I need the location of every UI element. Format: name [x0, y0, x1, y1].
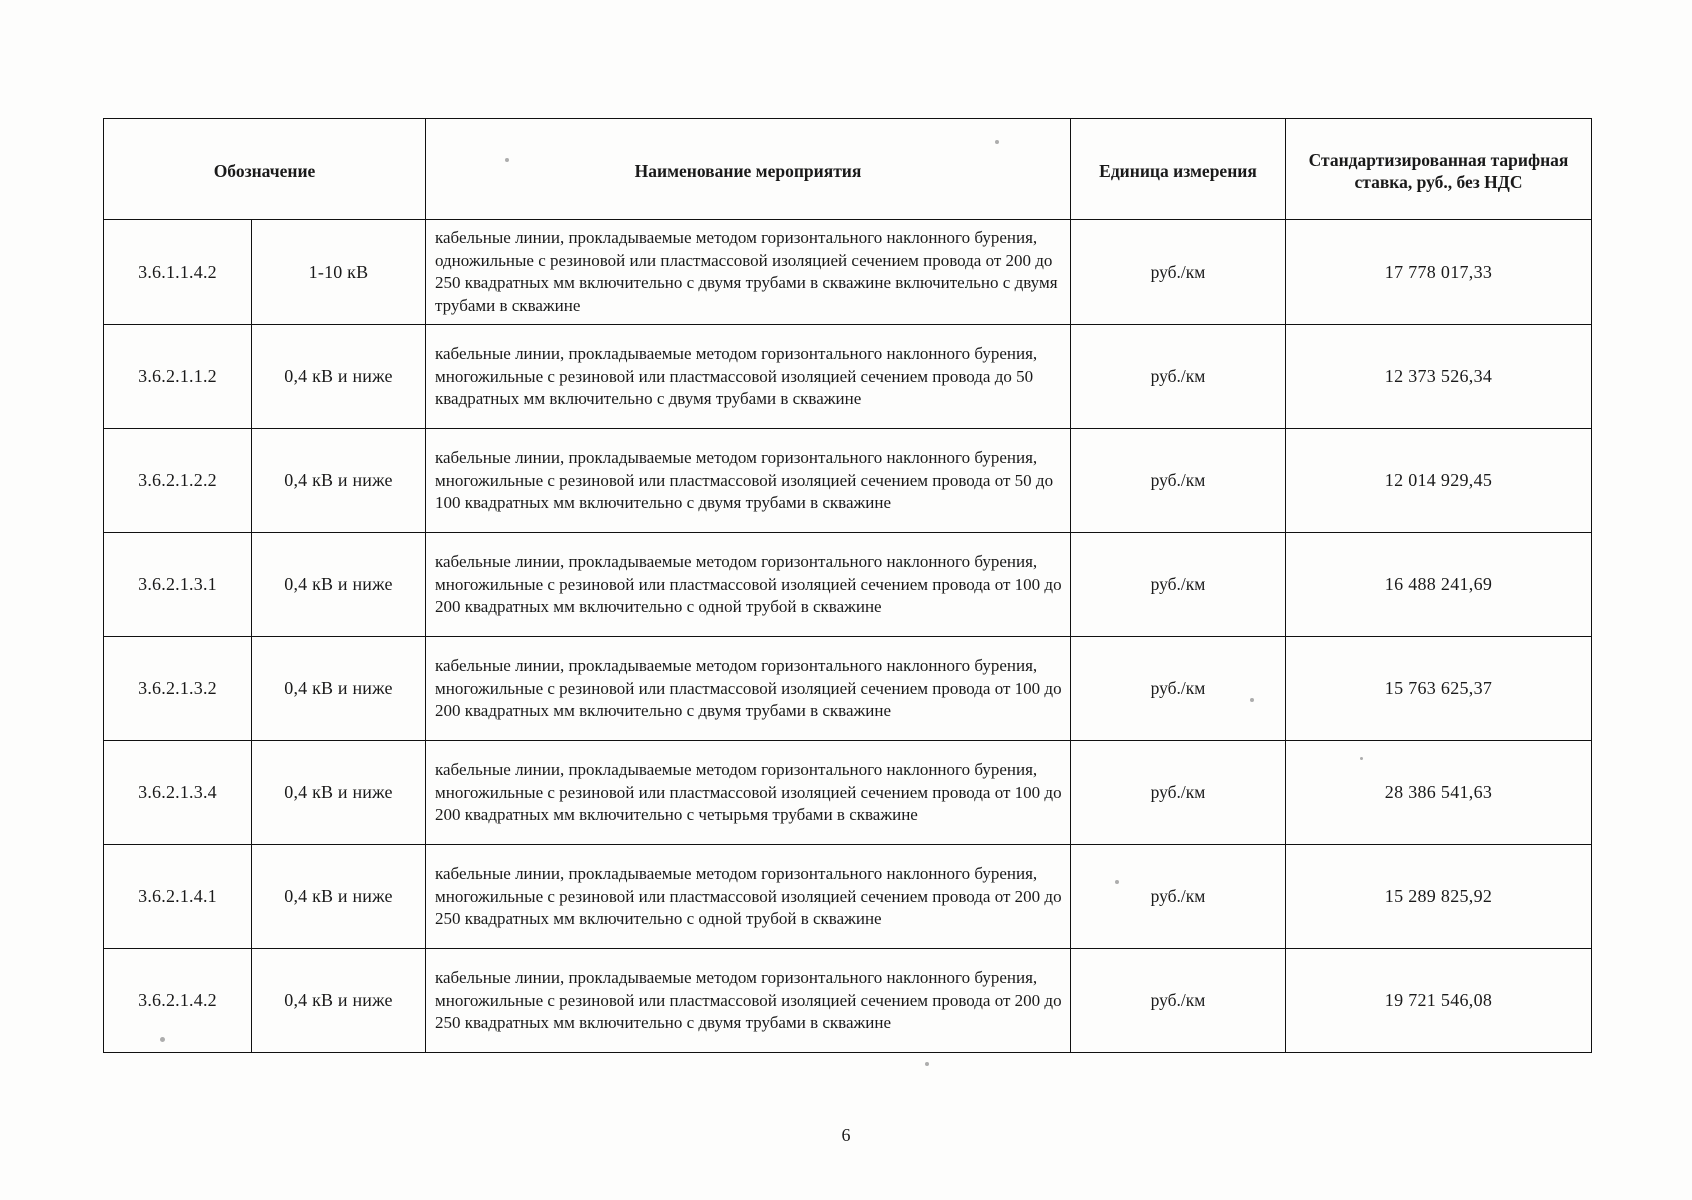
scan-speck	[505, 158, 509, 162]
cell-voltage: 0,4 кВ и ниже	[252, 429, 426, 533]
cell-name: кабельные линии, прокладываемые методом горизонтального наклонного бурения, многожильные с резиновой или пластмассовой изоляцией сечением провода от 200 до 250 квадратных мм включительно с одной трубой в скважине	[426, 845, 1071, 949]
cell-code: 3.6.1.1.4.2	[104, 220, 252, 325]
cell-name: кабельные линии, прокладываемые методом горизонтального наклонного бурения, одножильные с резиновой или пластмассовой изоляцией сечением провода от 200 до 250 квадратных мм включительно с двумя трубами в скважине включительно с двумя трубами в скважине	[426, 220, 1071, 325]
cell-rate: 12 373 526,34	[1286, 325, 1592, 429]
table-row	[104, 220, 1592, 325]
page-number: 6	[841, 1125, 851, 1145]
table-row	[104, 533, 1592, 637]
cell-rate: 19 721 546,08	[1286, 949, 1592, 1053]
scan-speck	[1115, 880, 1119, 884]
cell-name: кабельные линии, прокладываемые методом горизонтального наклонного бурения, многожильные с резиновой или пластмассовой изоляцией сечением провода от 100 до 200 квадратных мм включительно с двумя трубами в скважине	[426, 637, 1071, 741]
cell-voltage: 0,4 кВ и ниже	[252, 533, 426, 637]
cell-rate: 15 763 625,37	[1286, 637, 1592, 741]
cell-voltage: 0,4 кВ и ниже	[252, 637, 426, 741]
cell-code: 3.6.2.1.2.2	[104, 429, 252, 533]
cell-unit: руб./км	[1071, 949, 1286, 1053]
cell-code: 3.6.2.1.4.2	[104, 949, 252, 1053]
table-row	[104, 429, 1592, 533]
cell-rate: 16 488 241,69	[1286, 533, 1592, 637]
column-header-name: Наименование мероприятия	[426, 119, 1071, 220]
cell-name: кабельные линии, прокладываемые методом горизонтального наклонного бурения, многожильные с резиновой или пластмассовой изоляцией сечением провода от 50 до 100 квадратных мм включительно с двумя трубами в скважине	[426, 429, 1071, 533]
tariff-table	[103, 118, 1592, 1053]
scan-speck	[995, 140, 999, 144]
table-header	[104, 119, 1592, 220]
cell-unit: руб./км	[1071, 429, 1286, 533]
cell-code: 3.6.2.1.3.4	[104, 741, 252, 845]
cell-rate: 15 289 825,92	[1286, 845, 1592, 949]
cell-rate: 28 386 541,63	[1286, 741, 1592, 845]
cell-unit: руб./км	[1071, 637, 1286, 741]
column-header-code: Обозначение	[104, 119, 426, 220]
cell-voltage: 0,4 кВ и ниже	[252, 325, 426, 429]
cell-rate: 12 014 929,45	[1286, 429, 1592, 533]
scan-speck	[925, 1062, 929, 1066]
cell-code: 3.6.2.1.3.1	[104, 533, 252, 637]
column-header-rate: Стандартизированная тарифная ставка, руб., без НДС	[1286, 119, 1592, 220]
cell-name: кабельные линии, прокладываемые методом горизонтального наклонного бурения, многожильные с резиновой или пластмассовой изоляцией сечением провода от 100 до 200 квадратных мм включительно с одной трубой в скважине	[426, 533, 1071, 637]
cell-unit: руб./км	[1071, 533, 1286, 637]
table-body	[104, 220, 1592, 1053]
table-row	[104, 741, 1592, 845]
column-header-unit: Единица измерения	[1071, 119, 1286, 220]
cell-code: 3.6.2.1.3.2	[104, 637, 252, 741]
table-row	[104, 949, 1592, 1053]
cell-code: 3.6.2.1.4.1	[104, 845, 252, 949]
cell-voltage: 0,4 кВ и ниже	[252, 949, 426, 1053]
scan-speck	[1250, 698, 1254, 702]
table-row	[104, 325, 1592, 429]
scan-speck	[1360, 757, 1363, 760]
cell-unit: руб./км	[1071, 325, 1286, 429]
cell-rate: 17 778 017,33	[1286, 220, 1592, 325]
scan-speck	[160, 1037, 165, 1042]
cell-code: 3.6.2.1.1.2	[104, 325, 252, 429]
cell-voltage: 0,4 кВ и ниже	[252, 845, 426, 949]
cell-unit: руб./км	[1071, 741, 1286, 845]
cell-unit: руб./км	[1071, 845, 1286, 949]
cell-voltage: 0,4 кВ и ниже	[252, 741, 426, 845]
cell-name: кабельные линии, прокладываемые методом горизонтального наклонного бурения, многожильные с резиновой или пластмассовой изоляцией сечением провода от 100 до 200 квадратных мм включительно с четырьмя трубами в скважине	[426, 741, 1071, 845]
cell-name: кабельные линии, прокладываемые методом горизонтального наклонного бурения, многожильные с резиновой или пластмассовой изоляцией сечением провода до 50 квадратных мм включительно с двумя трубами в скважине	[426, 325, 1071, 429]
table-row	[104, 637, 1592, 741]
cell-name: кабельные линии, прокладываемые методом горизонтального наклонного бурения, многожильные с резиновой или пластмассовой изоляцией сечением провода от 200 до 250 квадратных мм включительно с двумя трубами в скважине	[426, 949, 1071, 1053]
table-row	[104, 845, 1592, 949]
cell-unit: руб./км	[1071, 220, 1286, 325]
cell-voltage: 1-10 кВ	[252, 220, 426, 325]
